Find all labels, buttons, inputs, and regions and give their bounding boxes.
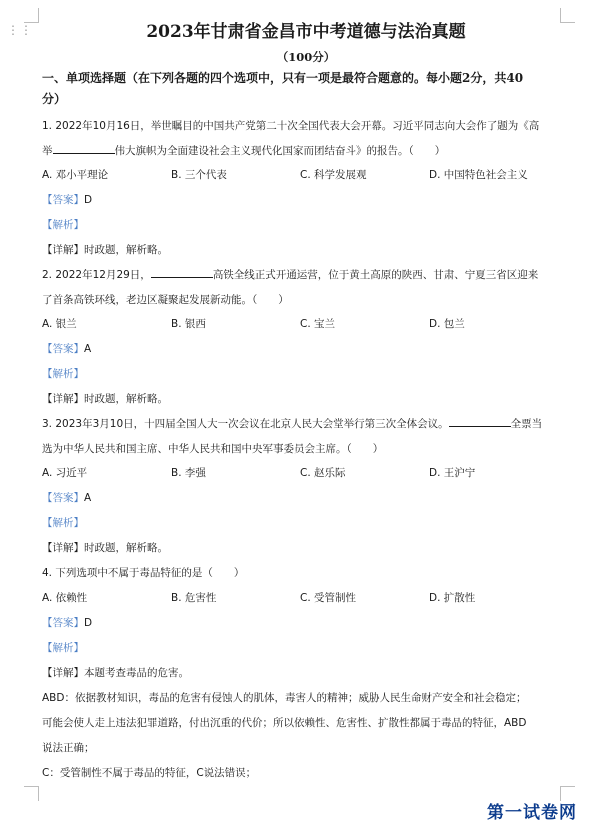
question-2-stem: 2. 2022年12月29日， 高铁全线正式开通运营，位于黄土高原的陕西、甘肃、宁夏三省区迎来 了首条高铁环线，老边区凝聚起发展新动能。（ ） — [42, 263, 570, 312]
doc-score: （100分） — [276, 50, 336, 64]
analysis-label: 【解析】 — [42, 642, 84, 654]
question-3-stem: 3. 2023年3月10日，十四届全国人大一次会议在北京人民大会堂举行第三次全体会议。 全票当 选为中华人民共和国主席、中华人民共和国中央军事委员会主席。（ ） — [42, 412, 570, 461]
question-4-options — [42, 586, 570, 611]
section-heading: 一、单项选择题（在下列各题的四个选项中，只有一项是最符合题意的。每小题2分，共40 分） — [42, 71, 524, 106]
answer-line: 【答案】A — [42, 343, 92, 355]
detail-line: 【详解】时政题，解析略。 — [42, 393, 168, 405]
detail-line: 【详解】本题考查毒品的危害。 — [42, 667, 189, 679]
option-d: D. 包兰 — [429, 318, 465, 330]
option-d: D. 中国特色社会主义 — [429, 169, 528, 181]
detail-line: 【详解】时政题，解析略。 — [42, 244, 168, 256]
document-page — [42, 18, 570, 786]
drag-handle-icon[interactable]: ⋮⋮ — [7, 23, 33, 37]
analysis-label: 【解析】 — [42, 368, 84, 380]
explanation-c-line: C：受管制性不属于毒品的特征，C说法错误； — [42, 767, 257, 779]
doc-title: 2023年甘肃省金昌市中考道德与法治真题 — [146, 22, 466, 42]
option-c: C. 宝兰 — [300, 318, 336, 330]
option-a: A. 依赖性 — [42, 592, 88, 604]
option-b: B. 银西 — [171, 318, 206, 330]
option-b: B. 三个代表 — [171, 169, 227, 181]
analysis-label: 【解析】 — [42, 517, 84, 529]
option-c: C. 科学发展观 — [300, 169, 367, 181]
site-watermark-logo: 第一试卷网 — [487, 803, 577, 823]
option-b: B. 危害性 — [171, 592, 217, 604]
question-4-stem: 4. 下列选项中不属于毒品特征的是（ ） — [42, 567, 245, 579]
answer-line: 【答案】D — [42, 194, 93, 206]
option-c: C. 赵乐际 — [300, 467, 346, 479]
question-3-options — [42, 461, 570, 486]
option-a: A. 银兰 — [42, 318, 77, 330]
option-d: D. 王沪宁 — [429, 467, 476, 479]
fill-blank — [53, 141, 115, 154]
explanation-paragraph: ABD：依据教材知识，毒品的危害有侵蚀人的肌体，毒害人的精神；威胁人民生命财产安全和社会稳定； 可能会使人走上违法犯罪道路，付出沉重的代价；所以依赖性、危害性、扩散性都属于毒品的特征，ABD 说法正确； — [42, 692, 527, 754]
analysis-label: 【解析】 — [42, 219, 84, 231]
question-2-options — [42, 312, 570, 337]
fill-blank — [449, 414, 511, 427]
option-a: A. 邓小平理论 — [42, 169, 109, 181]
answer-line: 【答案】A — [42, 492, 92, 504]
option-d: D. 扩散性 — [429, 592, 476, 604]
fill-blank — [151, 265, 213, 278]
question-1-options — [42, 163, 570, 188]
option-b: B. 李强 — [171, 467, 206, 479]
option-a: A. 习近平 — [42, 467, 88, 479]
option-c: C. 受管制性 — [300, 592, 357, 604]
question-1-stem: 1. 2022年10月16日，举世瞩目的中国共产党第二十次全国代表大会开幕。习近平同志向大会作了题为《高 举 伟大旗帜为全面建设社会主义现代化国家而团结奋斗》的报告。（ ） — [42, 120, 540, 157]
page-corner-mark — [24, 786, 39, 801]
detail-line: 【详解】时政题，解析略。 — [42, 542, 168, 554]
answer-line: 【答案】D — [42, 617, 93, 629]
page-corner-mark — [24, 8, 39, 23]
